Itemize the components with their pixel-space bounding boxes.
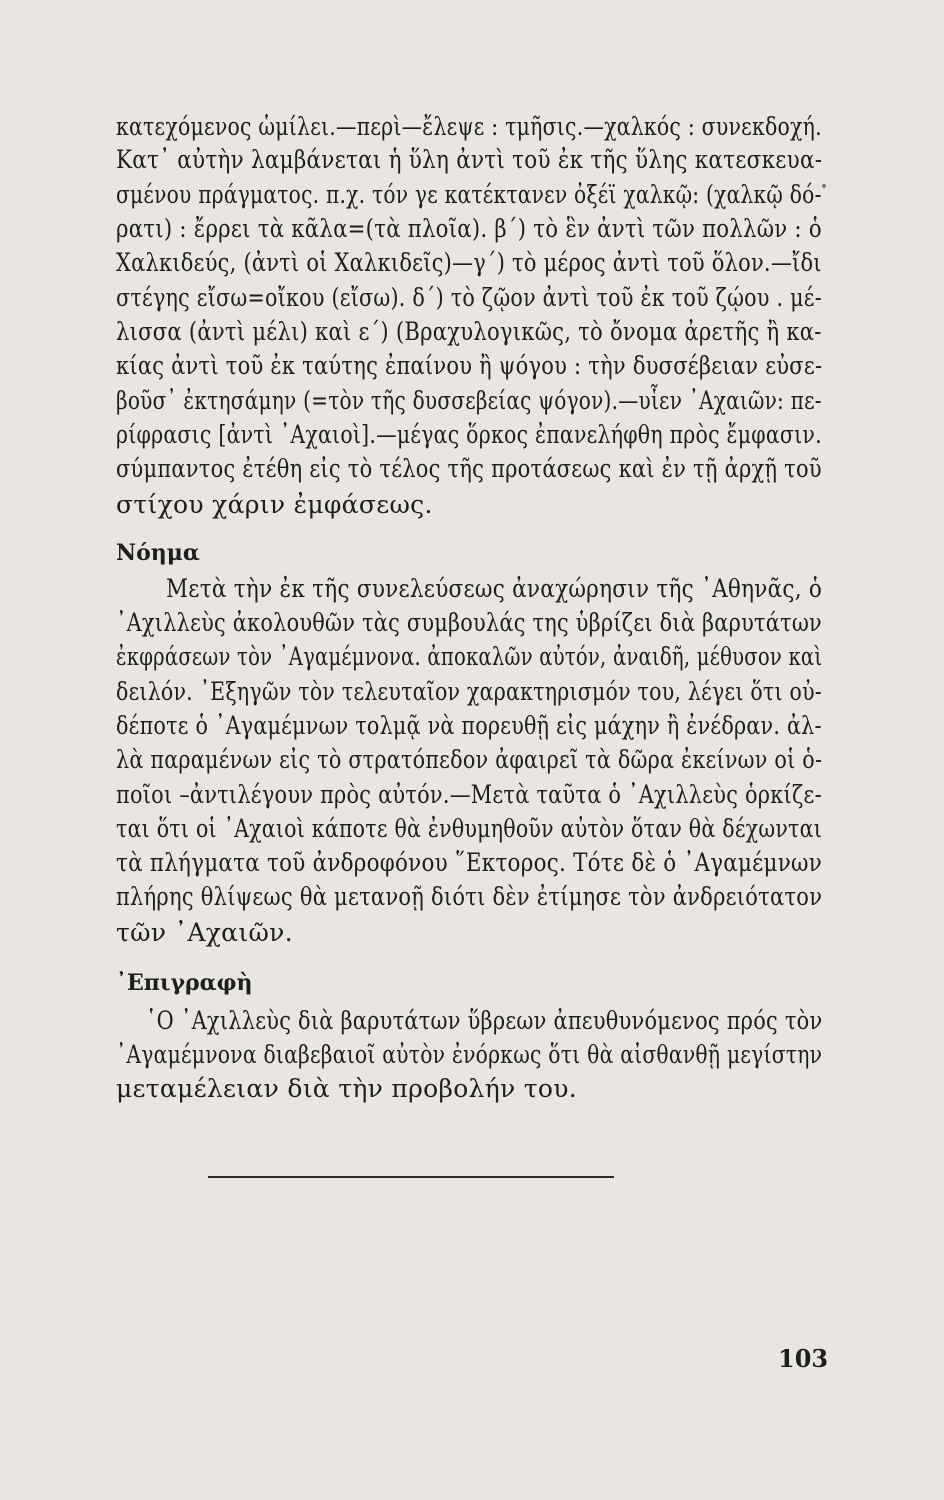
- text-line: ποῖοι –ἀντιλέγουν πρὸς αὐτόν.—Μετὰ ταῦτα ὁ ᾿Αχιλλεὺς ὁρκίζε-: [116, 780, 822, 809]
- text-line: τῶν ᾿Αχαιῶν.: [116, 918, 293, 947]
- text-line: Κατ᾽ αὐτὴν λαμβάνεται ἡ ὕλη ἀντὶ τοῦ ἐκ τῆς ὕλης κατεσκευα-: [116, 145, 823, 174]
- text-line: ται ὅτι οἱ ᾿Αχαιοὶ κάποτε θὰ ἐνθυμηθοῦν αὐτὸν ὅταν θὰ δέχωνται: [116, 814, 822, 843]
- text-line: στέγης εἴσω=οἴκου (εἴσω). δ΄) τὸ ζῷον ἀντὶ τοῦ ἐκ τοῦ ζῴου . μέ-: [116, 283, 822, 312]
- section-heading-noima: Νόημα: [116, 540, 200, 566]
- text-line: δειλόν. ᾿Εξηγῶν τὸν τελευταῖον χαρακτηρισμόν του, λέγει ὅτι οὐ-: [116, 677, 822, 706]
- text-line: στίχου χάριν ἐμφάσεως.: [116, 490, 433, 519]
- text-line: κίας ἀντὶ τοῦ ἐκ ταύτης ἐπαίνου ἢ ψόγου : τὴν δυσσέβειαν εὐσε-: [116, 351, 823, 380]
- text-line: ῾Ο ᾿Αχιλλεὺς διὰ βαρυτάτων ὕβρεων ἀπευθυνόμενος πρός τὸν: [146, 1006, 823, 1035]
- paper-speck: [822, 184, 826, 188]
- text-line: Μετὰ τὴν ἐκ τῆς συνελεύσεως ἀναχώρησιν τῆς ᾿Αθηνᾶς, ὁ: [166, 574, 823, 603]
- text-line: ᾿Αχιλλεὺς ἀκολουθῶν τὰς συμβουλάς της ὑβρίζει διὰ βαρυτάτων: [116, 608, 822, 637]
- section-divider: [208, 1176, 614, 1178]
- text-line: σμένου πράγματος. π.χ. τόν γε κατέκτανεν ὀξέϊ χαλκῷ: (χαλκῷ δό-: [116, 180, 822, 209]
- text-line: λισσα (ἀντὶ μέλι) καὶ ε΄) (Βραχυλογικῶς, τὸ ὄνομα ἀρετῆς ἢ κα-: [116, 317, 822, 346]
- text-line: δέποτε ὁ ᾿Αγαμέμνων τολμᾷ νὰ πορευθῇ εἰς μάχην ἢ ἐνέδραν. ἀλ-: [116, 711, 822, 740]
- text-line: σύμπαντος ἐτέθη εἰς τὸ τέλος τῆς προτάσεως καὶ ἐν τῇ ἀρχῇ τοῦ: [116, 454, 822, 483]
- page-number: 103: [778, 1344, 829, 1373]
- text-line: ρίφρασις [ἀντὶ ᾿Αχαιοὶ].—μέγας ὅρκος ἐπανελήφθη πρὸς ἔμφασιν.: [116, 420, 822, 449]
- text-line: μεταμέλειαν διὰ τὴν προβολήν του.: [116, 1074, 577, 1103]
- section-heading-epigrafi: ᾿Επιγραφὴ: [116, 970, 253, 996]
- text-line: τὰ πλήγματα τοῦ ἀνδροφόνου ῞Εκτορος. Τότε δὲ ὁ ᾿Αγαμέμνων: [116, 848, 822, 877]
- text-line: Χαλκιδεύς, (ἀντὶ οἱ Χαλκιδεῖς)—γ΄) τὸ μέρος ἀντὶ τοῦ ὅλον.—ἴδι: [116, 248, 822, 277]
- text-line: λὰ παραμένων εἰς τὸ στρατόπεδον ἀφαιρεῖ τὰ δῶρα ἐκείνων οἱ ὁ-: [116, 745, 823, 774]
- text-line: βοῦσ᾽ ἐκτησάμην (=τὸν τῆς δυσσεβείας ψόγον).—υἷεν ᾿Αχαιῶν: πε-: [116, 386, 822, 415]
- text-line: πλήρης θλίψεως θὰ μετανοῇ διότι δὲν ἐτίμησε τὸν ἀνδρειότατον: [116, 882, 823, 911]
- text-line: ρατι) : ἔρρει τὰ κᾶλα=(τὰ πλοῖα). β΄) τὸ ἓν ἀντὶ τῶν πολλῶν : ὁ: [116, 214, 822, 243]
- text-line: ᾿Αγαμέμνονα διαβεβαιοῖ αὐτὸν ἐνόρκως ὅτι θὰ αἰσθανθῇ μεγίστην: [116, 1040, 823, 1069]
- text-line: ἐκφράσεων τὸν ᾿Αγαμέμνονα. ἀποκαλῶν αὐτόν, ἀναιδῆ, μέθυσον καὶ: [116, 642, 823, 671]
- text-line: κατεχόμενος ὡμίλει.—περὶ—ἔλεψε : τμῆσις.—χαλκός : συνεκδοχή.: [116, 112, 822, 141]
